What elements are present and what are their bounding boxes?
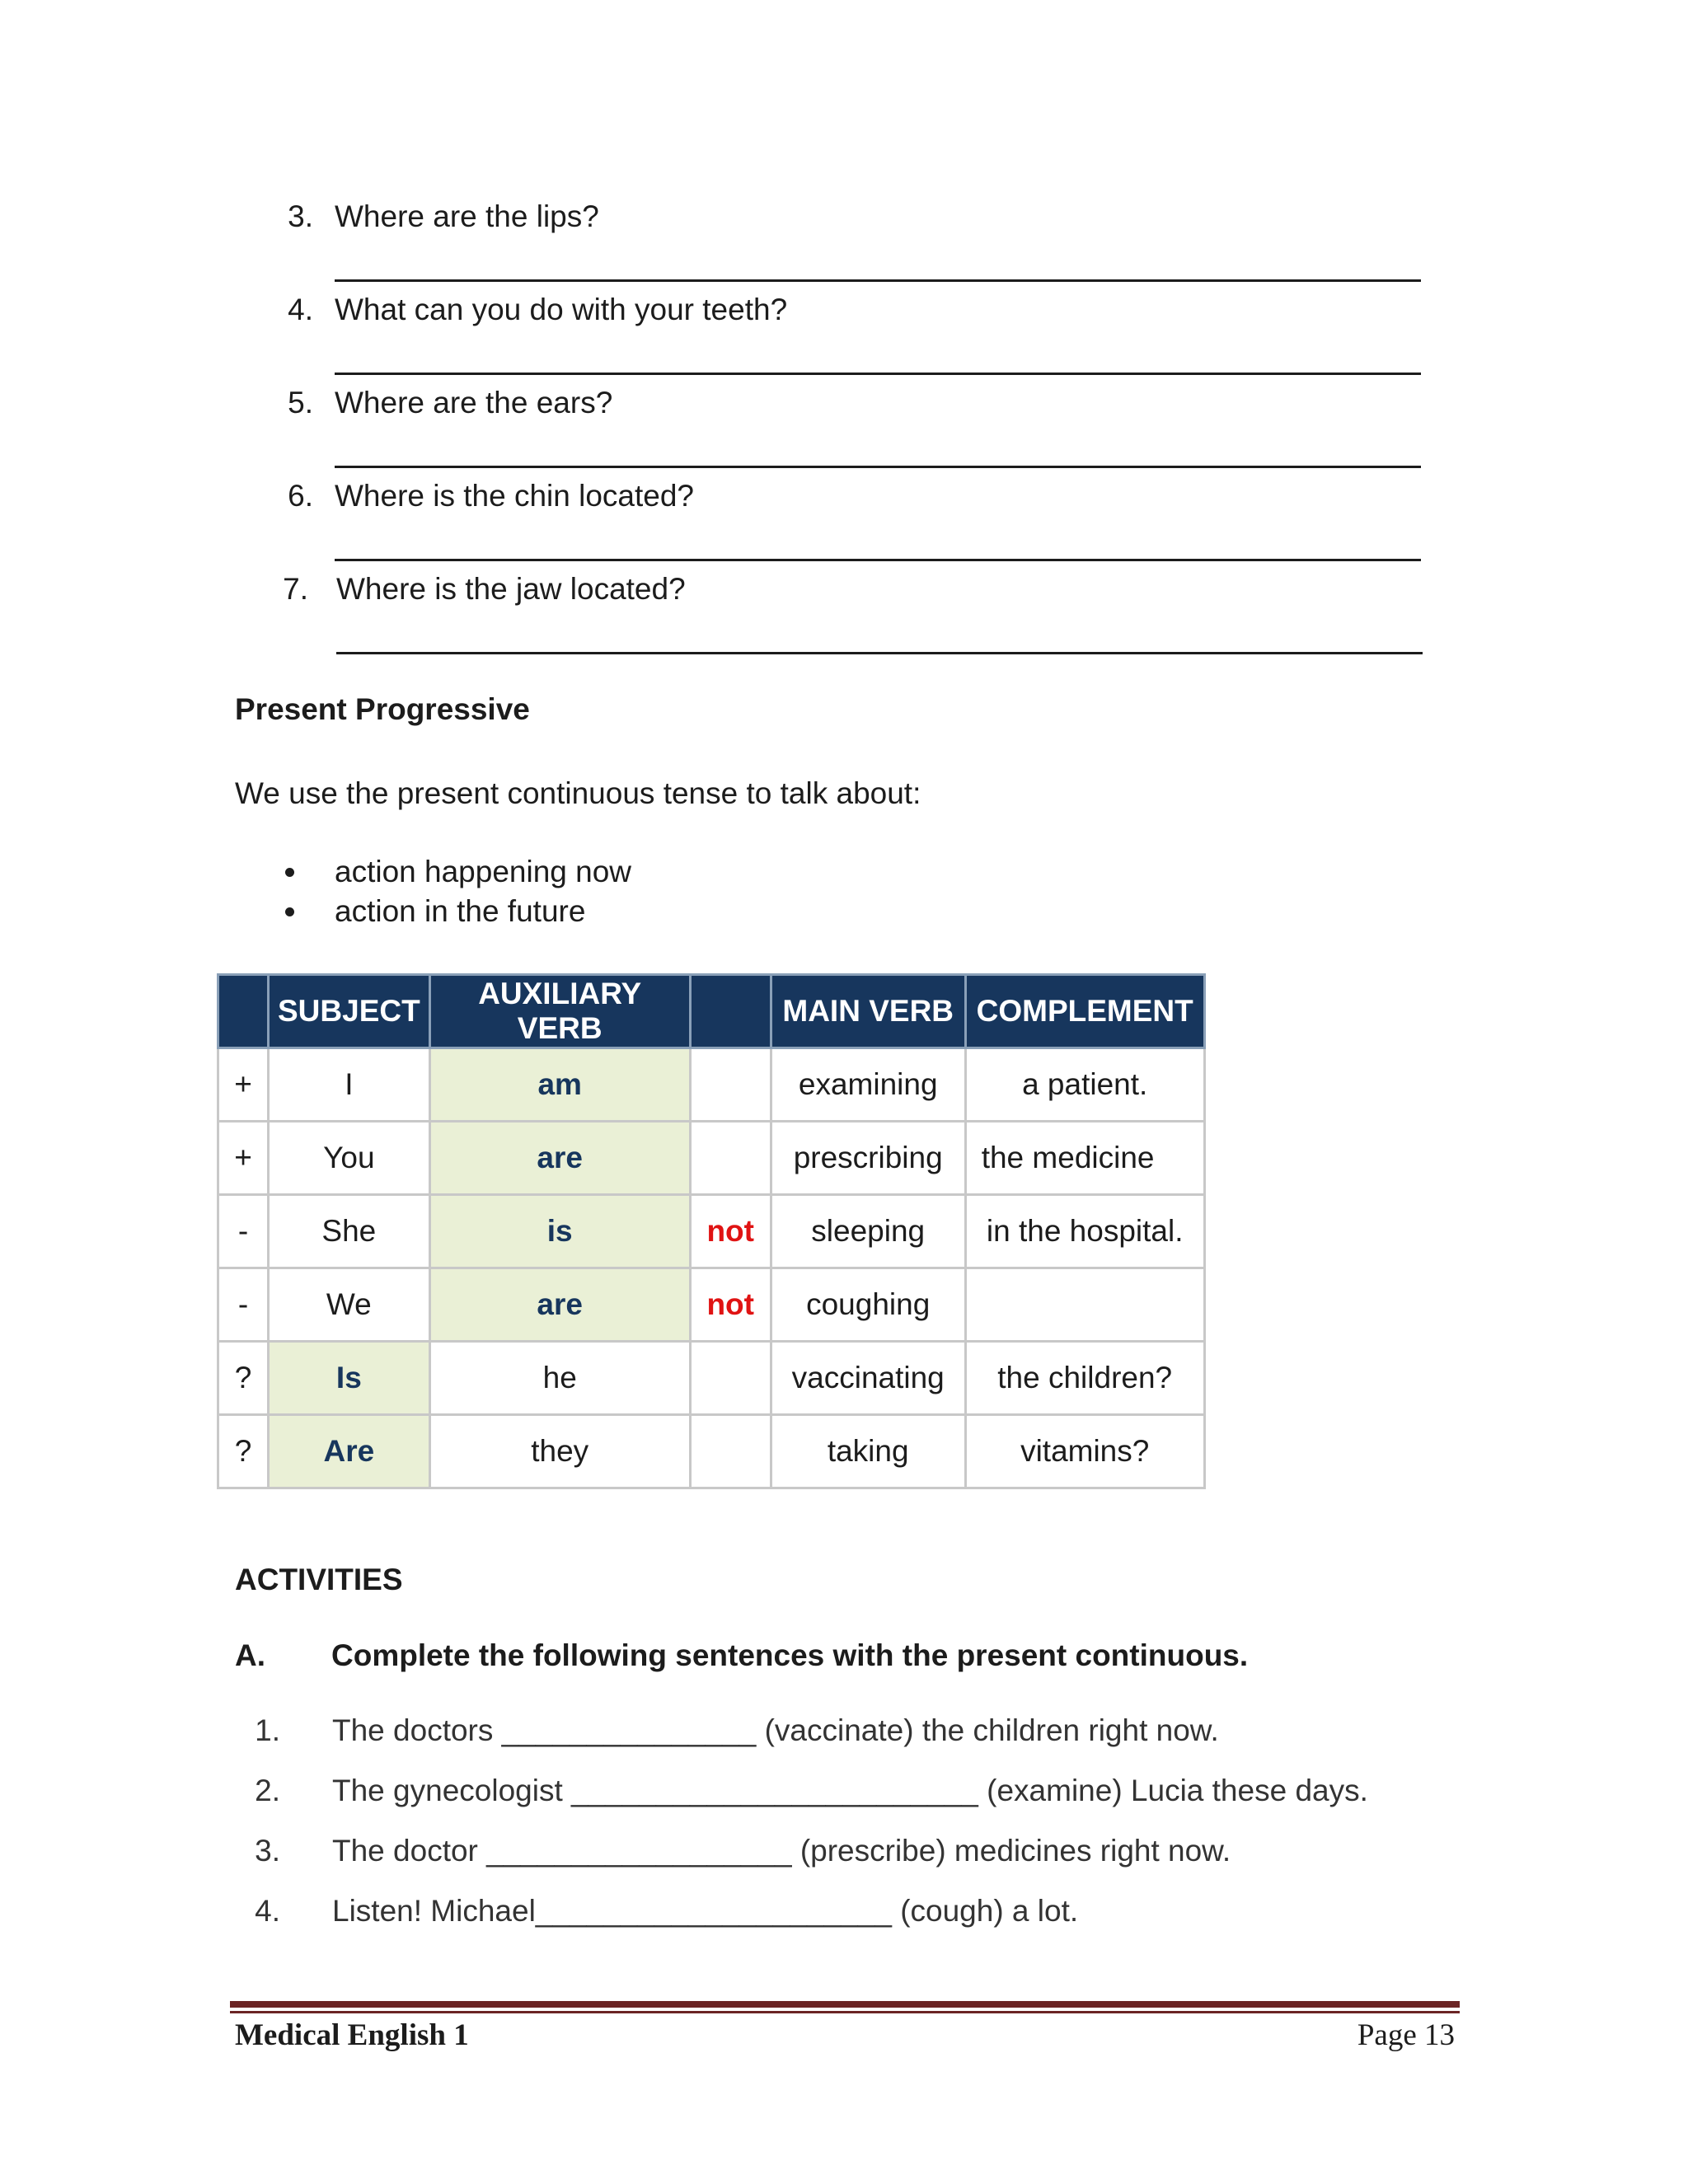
cell-auxiliary: Are [269, 1415, 430, 1488]
answer-line[interactable] [336, 652, 1423, 654]
header-complement: COMPLEMENT [965, 975, 1204, 1048]
cell-subject: I [269, 1048, 430, 1122]
intro-text: We use the present continuous tense to talk about: [235, 776, 921, 810]
question-list [280, 196, 1426, 662]
question-text: Where is the jaw located? [336, 572, 686, 606]
cell-negation [690, 1415, 771, 1488]
cell-subject: She [269, 1195, 430, 1268]
footer-rule-thin [230, 2011, 1460, 2013]
exercise-number: 4. [255, 1894, 280, 1928]
activities-title: ACTIVITIES [235, 1563, 403, 1596]
header-subject: SUBJECT [269, 975, 430, 1048]
cell-sign: ? [218, 1415, 269, 1488]
answer-line[interactable] [335, 559, 1421, 561]
answer-line[interactable] [335, 279, 1421, 282]
question-item [280, 476, 1426, 569]
header-auxiliary-verb: AUXILIARY VERB [429, 975, 690, 1048]
exercise-number: 3. [255, 1834, 280, 1868]
exercise-letter: A. [235, 1638, 265, 1672]
question-number: 5. [288, 386, 313, 419]
table-row [218, 1048, 1205, 1122]
question-text: Where is the chin located? [335, 479, 695, 513]
table-header-row [218, 975, 1205, 1048]
cell-sign: ? [218, 1342, 269, 1415]
question-item [280, 382, 1426, 476]
bullet-item [280, 892, 631, 931]
bullet-text: action happening now [335, 855, 632, 888]
section-title: Present Progressive [235, 692, 530, 726]
cell-auxiliary: are [429, 1268, 690, 1342]
question-number: 3. [288, 199, 313, 233]
cell-main-verb: prescribing [771, 1122, 965, 1195]
exercise-number: 2. [255, 1774, 280, 1807]
cell-negation [690, 1342, 771, 1415]
bullet-icon [285, 868, 294, 877]
cell-main-verb: sleeping [771, 1195, 965, 1268]
cell-negation [690, 1048, 771, 1122]
answer-line[interactable] [335, 466, 1421, 468]
cell-complement: a patient. [965, 1048, 1204, 1122]
page-number: Page 13 [1357, 2018, 1455, 2052]
answer-line[interactable] [335, 373, 1421, 375]
question-text: Where are the ears? [335, 386, 613, 419]
footer-rule [230, 2001, 1460, 2008]
footer-title: Medical English 1 [235, 2018, 469, 2052]
cell-subject: You [269, 1122, 430, 1195]
table-row [218, 1122, 1205, 1195]
exercise-text[interactable]: The gynecologist ________________________ (examine) Lucia these days. [332, 1774, 1368, 1807]
cell-complement [965, 1268, 1204, 1342]
cell-negation [690, 1122, 771, 1195]
exercise-number: 1. [255, 1713, 280, 1747]
bullet-icon [285, 907, 294, 916]
question-text: Where are the lips? [335, 199, 599, 233]
grammar-table [217, 973, 1206, 1489]
cell-sign: - [218, 1195, 269, 1268]
question-text: What can you do with your teeth? [335, 293, 788, 326]
question-number: 4. [288, 293, 313, 326]
question-item [280, 289, 1426, 382]
cell-complement: the children? [965, 1342, 1204, 1415]
cell-main-verb: examining [771, 1048, 965, 1122]
table-row [218, 1268, 1205, 1342]
exercise-text[interactable]: The doctors _______________ (vaccinate) the children right now. [332, 1713, 1219, 1747]
header-negation [690, 975, 771, 1048]
cell-complement: the medicine [965, 1122, 1204, 1195]
instruction-text: Complete the following sentences with the present continuous. [331, 1638, 1249, 1672]
header-main-verb: MAIN VERB [771, 975, 965, 1048]
table-row [218, 1342, 1205, 1415]
cell-complement: in the hospital. [965, 1195, 1204, 1268]
cell-subject: they [429, 1415, 690, 1488]
cell-main-verb: coughing [771, 1268, 965, 1342]
cell-complement: vitamins? [965, 1415, 1204, 1488]
cell-negation: not [690, 1268, 771, 1342]
cell-main-verb: taking [771, 1415, 965, 1488]
exercise-text[interactable]: The doctor __________________ (prescribe) medicines right now. [332, 1834, 1231, 1868]
cell-sign: - [218, 1268, 269, 1342]
question-number: 6. [288, 479, 313, 513]
question-number: 7. [283, 572, 308, 606]
cell-auxiliary: Is [269, 1342, 430, 1415]
cell-negation: not [690, 1195, 771, 1268]
table-row [218, 1195, 1205, 1268]
header-sign [218, 975, 269, 1048]
exercise-instruction [235, 1635, 1248, 1676]
bullet-text: action in the future [335, 894, 586, 928]
cell-auxiliary: is [429, 1195, 690, 1268]
exercise-text[interactable]: Listen! Michael_____________________ (cough) a lot. [332, 1894, 1079, 1928]
table-row [218, 1415, 1205, 1488]
cell-subject: We [269, 1268, 430, 1342]
cell-sign: + [218, 1122, 269, 1195]
cell-subject: he [429, 1342, 690, 1415]
cell-auxiliary: are [429, 1122, 690, 1195]
cell-sign: + [218, 1048, 269, 1122]
bullet-item [280, 852, 631, 892]
question-item [280, 196, 1426, 289]
cell-main-verb: vaccinating [771, 1342, 965, 1415]
cell-auxiliary: am [429, 1048, 690, 1122]
question-item [280, 569, 1426, 662]
bullet-list [280, 852, 631, 931]
